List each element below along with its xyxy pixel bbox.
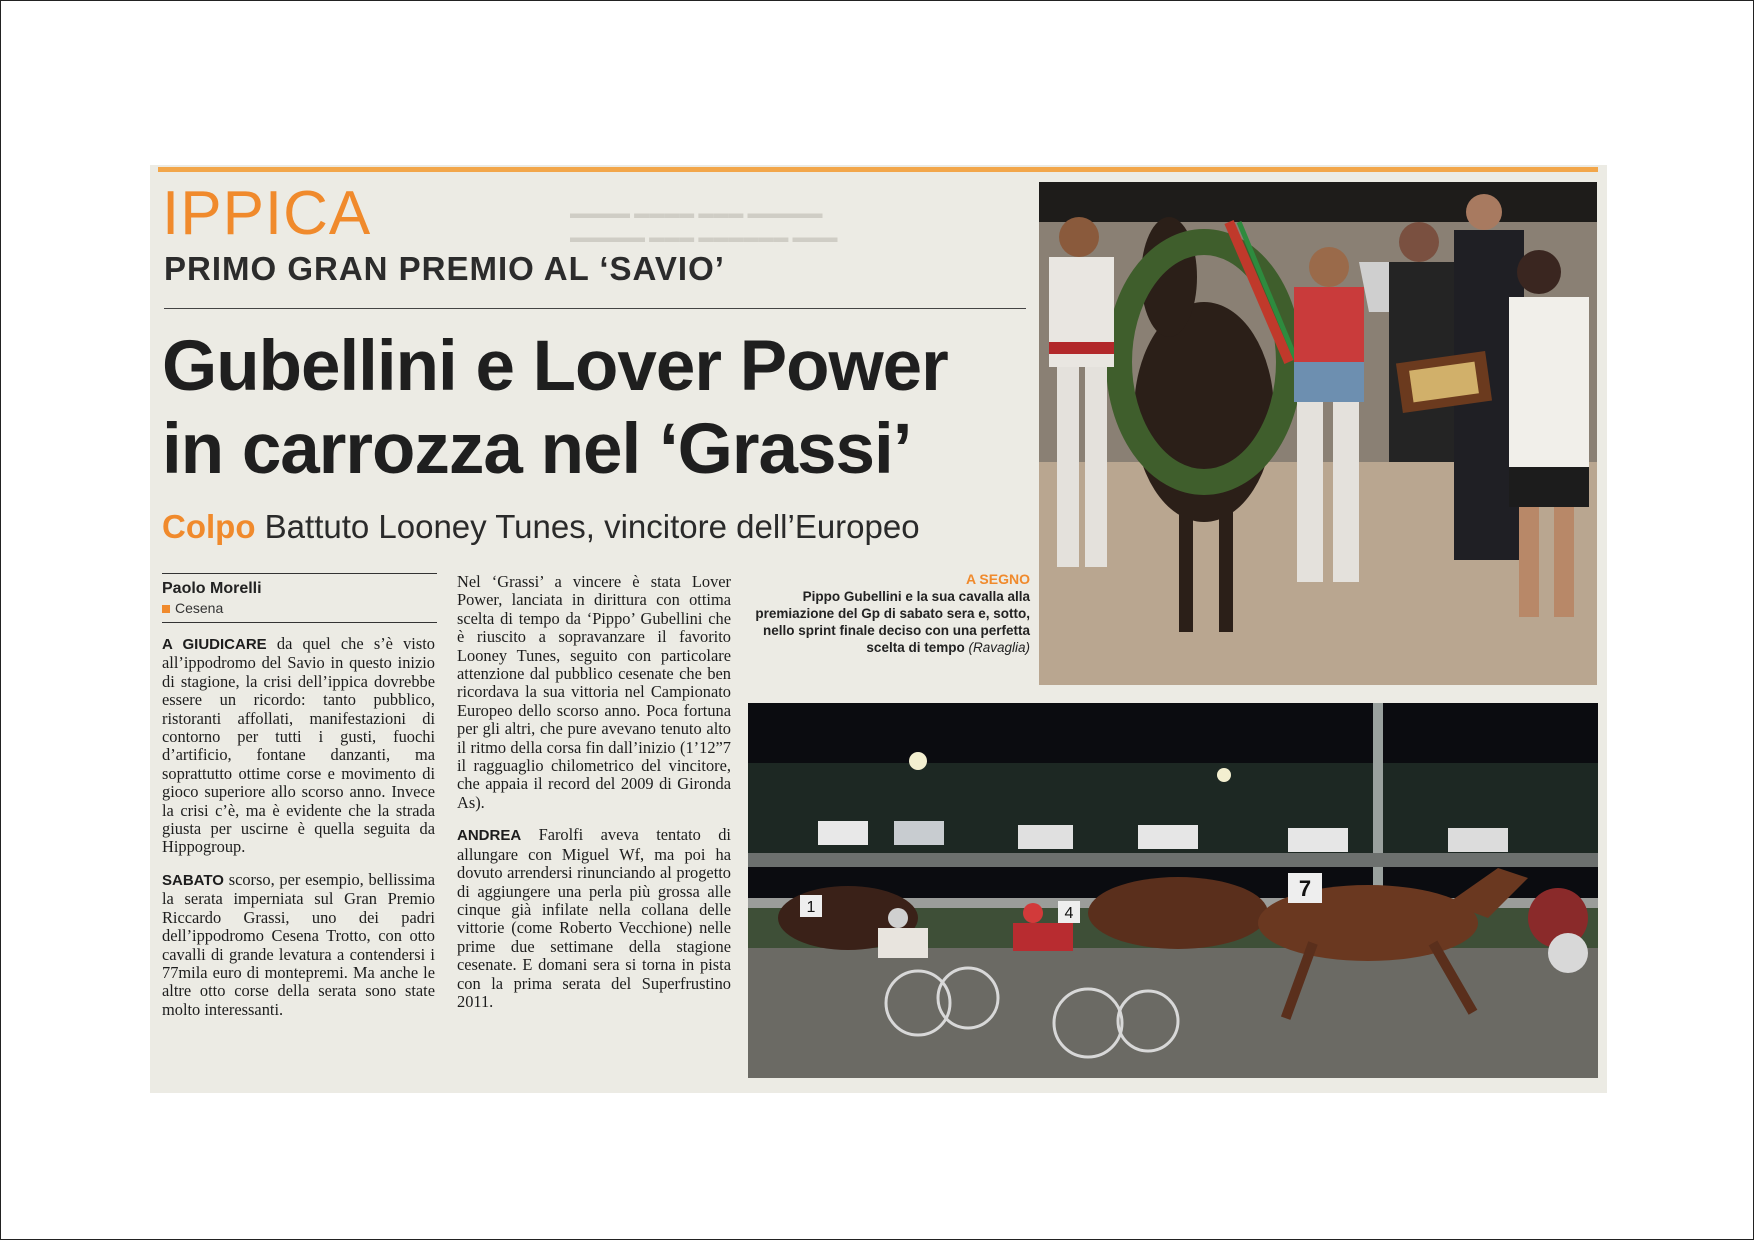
byline <box>162 573 437 623</box>
photo-credit: (Ravaglia) <box>968 640 1030 655</box>
city-name: Cesena <box>175 600 224 616</box>
bib-number-middle: 4 <box>1064 905 1074 922</box>
bib-number-left: 1 <box>806 899 816 916</box>
newspaper-clipping <box>150 165 1607 1093</box>
bleed-through-text: ▬▬▬▬ ▬▬▬▬ ▬▬▬ ▬▬▬▬▬ <box>570 205 823 222</box>
caption-text: Pippo Gubellini e la sua cavalla alla premiazione del Gp di sabato sera e, sotto, nello sprint finale deciso con una perfetta scelta di tempo <box>755 589 1030 655</box>
headline-line-2: in carrozza nel ‘Grassi’ <box>162 410 912 489</box>
section-label: IPPICA <box>162 179 372 248</box>
paragraph-lead: A GIUDICARE <box>162 636 267 653</box>
subhead-tag: Colpo <box>162 508 256 545</box>
photo-caption <box>745 571 1030 656</box>
paragraph-text: da quel che s’è visto all’ippodromo del Savio in questo inizio di stagione, la crisi dell’ippica dovrebbe essere un ricordo: tanto pubblico, ristoranti affollati, manifestazioni di contorno per tutti i gusti, fuochi d’artificio, fontane danzanti, ma soprattutto ottime corse e movimento di gioco superiore allo scorso anno. Invece la crisi c’è, ma è evidente che la strada giusta per uscirne è quella seguita da Hippogroup. <box>162 634 435 857</box>
paragraph <box>457 826 731 1011</box>
race-finish-illustration <box>748 703 1598 1078</box>
subhead-text: Battuto Looney Tunes, vincitore dell’Europeo <box>264 508 920 545</box>
paragraph-text: scorso, per esempio, bellissima la serata imperniata sul Gran Premio Riccardo Grassi, uno dei padri dell’ippodromo Cesena Trotto, con otto cavalli di grande levatura a contendersi i 77mila euro di montepremi. Ma anche le altre otto corse della serata sono state molto interessanti. <box>162 869 435 1019</box>
dateline <box>162 600 437 616</box>
kicker: PRIMO GRAN PREMIO AL ‘SAVIO’ <box>164 250 725 287</box>
headline <box>162 325 1062 491</box>
author-name: Paolo Morelli <box>162 580 262 597</box>
orange-top-rule <box>158 167 1598 172</box>
race-finish-photo <box>748 703 1598 1078</box>
paragraph <box>162 871 435 1019</box>
paragraph-text: Farolfi aveva tentato di allungare con Miguel Wf, ma poi ha dovuto arrendersi rinunciando al progetto di aggiungere una perla più grossa alle cinque già infilate nella collana delle vittorie (come Roberto Vecchione) nelle prime due settimane della stagione cesenate. E domani sera si torna in pista con la prima serata del Superfrustino 2011. <box>457 825 731 1011</box>
text-column-2 <box>457 573 731 1025</box>
kicker-rule <box>164 308 1026 309</box>
paragraph <box>457 573 731 812</box>
award-ceremony-illustration <box>1039 182 1597 685</box>
paragraph-text: Nel ‘Grassi’ a vincere è stata Lover Power, lanciata in dirittura con ottima scelta di tempo da ‘Pippo’ Gubellini che è riuscito a sopravanzare il favorito Looney Tunes, seguito con particolare attenzione dal pubblico cesenate che ben ricordava la sua vittoria nel Campionato Europeo dello scorso anno. Poca fortuna per gli altri, che pure avevano tenuto alto il ritmo della corsa fin dall’inizio (1’12”7 il ragguaglio chilometrico del vincitore, che appaia il record del 2009 di Gironda As). <box>457 572 731 812</box>
bib-number-right: 7 <box>1298 876 1312 901</box>
paragraph-lead: SABATO <box>162 871 224 889</box>
bleed-through-text: ▬▬▬▬▬ ▬▬▬ ▬▬▬▬▬▬ ▬▬▬ <box>570 229 838 246</box>
headline-line-1: Gubellini e Lover Power <box>162 327 948 406</box>
paragraph-lead: ANDREA <box>457 827 522 845</box>
subhead <box>162 508 1062 546</box>
square-bullet-icon <box>162 605 170 613</box>
award-ceremony-photo <box>1039 182 1597 685</box>
text-column-1 <box>162 635 435 1033</box>
paragraph <box>162 635 435 857</box>
caption-tag: A SEGNO <box>965 571 1030 587</box>
